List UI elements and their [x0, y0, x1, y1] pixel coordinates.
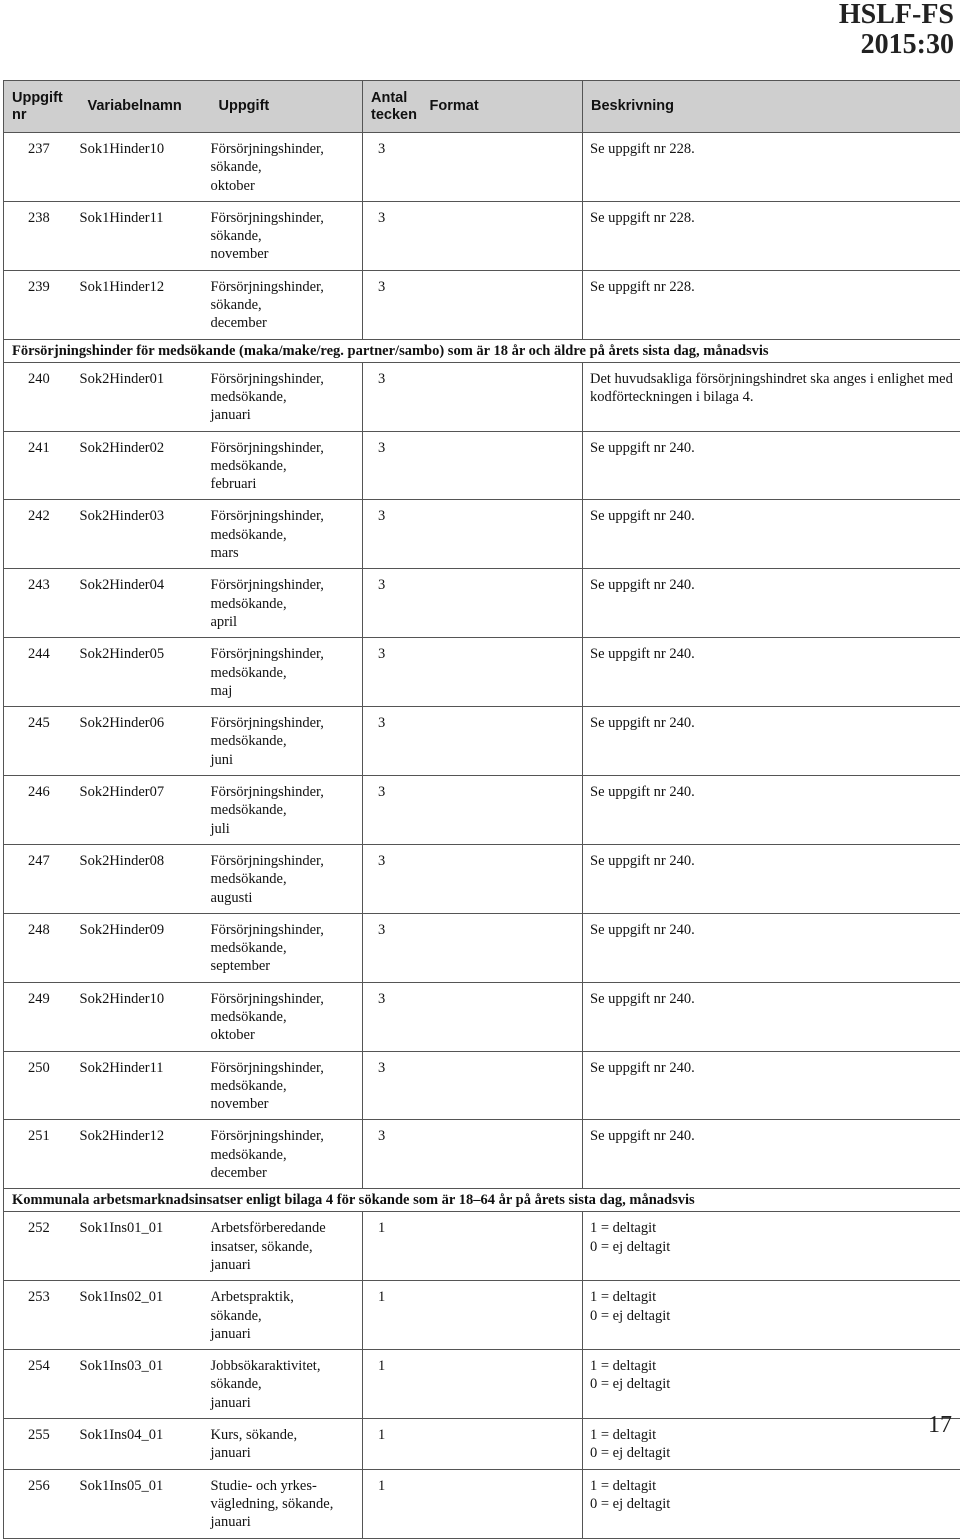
row-beskrivning: 1 = deltagit 0 = ej deltagit	[583, 1281, 960, 1350]
table-row	[4, 1212, 960, 1281]
table-row	[4, 776, 960, 845]
row-antal-tecken: 3	[363, 431, 422, 500]
table-row	[4, 982, 960, 1051]
row-antal-tecken: 3	[363, 569, 422, 638]
row-uppgift: Arbetsförberedande insatser, sökande, januari	[211, 1212, 363, 1281]
row-beskrivning: 1 = deltagit 0 = ej deltagit	[583, 1469, 960, 1538]
table-row	[4, 1120, 960, 1189]
row-beskrivning: Se uppgift nr 240.	[583, 569, 960, 638]
row-variable-name: Sok2Hinder03	[80, 500, 211, 569]
row-nr: 239	[4, 270, 80, 339]
row-variable-name: Sok2Hinder11	[80, 1051, 211, 1120]
row-format	[422, 431, 583, 500]
row-beskrivning: 1 = deltagit 0 = ej deltagit	[583, 1419, 960, 1470]
row-variable-name: Sok1Ins02_01	[80, 1281, 211, 1350]
row-uppgift: Försörjningshinder, medsökande, januari	[211, 362, 363, 431]
row-antal-tecken: 3	[363, 133, 422, 202]
row-nr: 238	[4, 201, 80, 270]
row-uppgift: Försörjningshinder, medsökande, februari	[211, 431, 363, 500]
row-uppgift: Försörjningshinder, medsökande, september	[211, 913, 363, 982]
row-format	[422, 201, 583, 270]
row-uppgift: Studie- och yrkes- vägledning, sökande, januari	[211, 1469, 363, 1538]
table-row	[4, 1419, 960, 1470]
table-row	[4, 844, 960, 913]
row-variable-name: Sok2Hinder09	[80, 913, 211, 982]
row-beskrivning: Se uppgift nr 240.	[583, 913, 960, 982]
row-antal-tecken: 3	[363, 1051, 422, 1120]
row-uppgift: Försörjningshinder, medsökande, maj	[211, 638, 363, 707]
row-format	[422, 1350, 583, 1419]
row-uppgift: Försörjningshinder, sökande, november	[211, 201, 363, 270]
row-beskrivning: Det huvudsakliga försörjningshindret ska anges i enlighet med kodförteckningen i bilaga 4.	[583, 362, 960, 431]
row-variable-name: Sok2Hinder02	[80, 431, 211, 500]
row-variable-name: Sok2Hinder07	[80, 776, 211, 845]
row-uppgift: Försörjningshinder, medsökande, juni	[211, 707, 363, 776]
row-variable-name: Sok1Ins03_01	[80, 1350, 211, 1419]
table-row	[4, 270, 960, 339]
row-format	[422, 776, 583, 845]
row-variable-name: Sok1Hinder12	[80, 270, 211, 339]
variable-table	[3, 80, 960, 1539]
table-row	[4, 569, 960, 638]
row-nr: 251	[4, 1120, 80, 1189]
row-beskrivning: Se uppgift nr 240.	[583, 431, 960, 500]
row-format	[422, 1281, 583, 1350]
row-format	[422, 1212, 583, 1281]
row-variable-name: Sok2Hinder06	[80, 707, 211, 776]
row-antal-tecken: 3	[363, 776, 422, 845]
row-uppgift: Försörjningshinder, medsökande, oktober	[211, 982, 363, 1051]
row-antal-tecken: 3	[363, 707, 422, 776]
row-antal-tecken: 3	[363, 270, 422, 339]
series-number: 2015:30	[839, 30, 954, 60]
row-format	[422, 913, 583, 982]
row-antal-tecken: 3	[363, 982, 422, 1051]
table-row	[4, 362, 960, 431]
column-header-beskrivning: Beskrivning	[583, 81, 960, 133]
row-nr: 256	[4, 1469, 80, 1538]
row-uppgift: Arbetspraktik, sökande, januari	[211, 1281, 363, 1350]
row-uppgift: Försörjningshinder, medsökande, april	[211, 569, 363, 638]
row-uppgift: Försörjningshinder, medsökande, mars	[211, 500, 363, 569]
row-nr: 247	[4, 844, 80, 913]
row-uppgift: Försörjningshinder, sökande, oktober	[211, 133, 363, 202]
row-nr: 243	[4, 569, 80, 638]
table-body	[4, 133, 960, 1539]
row-antal-tecken: 1	[363, 1469, 422, 1538]
row-uppgift: Försörjningshinder, sökande, december	[211, 270, 363, 339]
row-format	[422, 1120, 583, 1189]
row-format	[422, 844, 583, 913]
table-row	[4, 431, 960, 500]
row-antal-tecken: 1	[363, 1419, 422, 1470]
row-antal-tecken: 1	[363, 1350, 422, 1419]
row-antal-tecken: 1	[363, 1212, 422, 1281]
row-variable-name: Sok2Hinder01	[80, 362, 211, 431]
row-uppgift: Försörjningshinder, medsökande, november	[211, 1051, 363, 1120]
row-beskrivning: 1 = deltagit 0 = ej deltagit	[583, 1212, 960, 1281]
row-format	[422, 1051, 583, 1120]
row-variable-name: Sok2Hinder05	[80, 638, 211, 707]
table-row	[4, 913, 960, 982]
column-header-format: Format	[422, 81, 583, 133]
row-beskrivning: Se uppgift nr 240.	[583, 844, 960, 913]
row-variable-name: Sok1Ins05_01	[80, 1469, 211, 1538]
row-beskrivning: Se uppgift nr 228.	[583, 270, 960, 339]
row-uppgift: Jobbsökaraktivitet, sökande, januari	[211, 1350, 363, 1419]
row-nr: 250	[4, 1051, 80, 1120]
row-uppgift: Försörjningshinder, medsökande, juli	[211, 776, 363, 845]
table-row	[4, 638, 960, 707]
row-nr: 246	[4, 776, 80, 845]
row-format	[422, 638, 583, 707]
row-antal-tecken: 3	[363, 201, 422, 270]
row-format	[422, 569, 583, 638]
row-variable-name: Sok1Ins04_01	[80, 1419, 211, 1470]
table-row	[4, 201, 960, 270]
row-nr: 240	[4, 362, 80, 431]
row-nr: 248	[4, 913, 80, 982]
document-series-header	[839, 0, 954, 60]
row-format	[422, 707, 583, 776]
page-number: 17	[928, 1412, 952, 1439]
row-beskrivning: Se uppgift nr 240.	[583, 500, 960, 569]
column-header-uppgift: Uppgift	[211, 81, 363, 133]
row-uppgift: Försörjningshinder, medsökande, augusti	[211, 844, 363, 913]
row-antal-tecken: 3	[363, 913, 422, 982]
table-header-row	[4, 81, 960, 133]
row-variable-name: Sok2Hinder08	[80, 844, 211, 913]
row-format	[422, 133, 583, 202]
row-beskrivning: Se uppgift nr 228.	[583, 201, 960, 270]
column-header-antal: Antal tecken	[363, 81, 422, 133]
row-uppgift: Kurs, sökande, januari	[211, 1419, 363, 1470]
series-name: HSLF-FS	[839, 0, 954, 30]
section-row	[4, 339, 960, 362]
row-variable-name: Sok2Hinder12	[80, 1120, 211, 1189]
row-antal-tecken: 3	[363, 500, 422, 569]
row-antal-tecken: 1	[363, 1281, 422, 1350]
row-nr: 237	[4, 133, 80, 202]
row-beskrivning: Se uppgift nr 240.	[583, 982, 960, 1051]
row-beskrivning: 1 = deltagit 0 = ej deltagit	[583, 1350, 960, 1419]
row-antal-tecken: 3	[363, 844, 422, 913]
table-row	[4, 500, 960, 569]
row-nr: 244	[4, 638, 80, 707]
table-row	[4, 1350, 960, 1419]
table-row	[4, 133, 960, 202]
row-format	[422, 362, 583, 431]
row-nr: 241	[4, 431, 80, 500]
row-nr: 252	[4, 1212, 80, 1281]
row-format	[422, 500, 583, 569]
row-beskrivning: Se uppgift nr 240.	[583, 638, 960, 707]
table-row	[4, 707, 960, 776]
row-nr: 254	[4, 1350, 80, 1419]
row-variable-name: Sok2Hinder10	[80, 982, 211, 1051]
row-beskrivning: Se uppgift nr 228.	[583, 133, 960, 202]
row-nr: 245	[4, 707, 80, 776]
column-header-nr: Uppgift nr	[4, 81, 80, 133]
column-header-varname: Variabelnamn	[80, 81, 211, 133]
row-antal-tecken: 3	[363, 1120, 422, 1189]
row-variable-name: Sok1Hinder11	[80, 201, 211, 270]
row-nr: 253	[4, 1281, 80, 1350]
row-beskrivning: Se uppgift nr 240.	[583, 1051, 960, 1120]
row-antal-tecken: 3	[363, 362, 422, 431]
section-row	[4, 1189, 960, 1212]
section-heading-medsokande: Försörjningshinder för medsökande (maka/make/reg. partner/sambo) som är 18 år och äldre på årets sista dag, månadsvis	[4, 339, 960, 362]
table-row	[4, 1051, 960, 1120]
row-variable-name: Sok1Ins01_01	[80, 1212, 211, 1281]
table-row	[4, 1281, 960, 1350]
section-heading-arbetsmarknadsinsatser: Kommunala arbetsmarknadsinsatser enligt bilaga 4 för sökande som är 18–64 år på årets sista dag, månadsvis	[4, 1189, 960, 1212]
row-nr: 255	[4, 1419, 80, 1470]
row-uppgift: Försörjningshinder, medsökande, december	[211, 1120, 363, 1189]
row-format	[422, 982, 583, 1051]
table-row	[4, 1469, 960, 1538]
row-nr: 249	[4, 982, 80, 1051]
row-format	[422, 1419, 583, 1470]
row-nr: 242	[4, 500, 80, 569]
row-format	[422, 270, 583, 339]
row-beskrivning: Se uppgift nr 240.	[583, 776, 960, 845]
row-variable-name: Sok2Hinder04	[80, 569, 211, 638]
row-antal-tecken: 3	[363, 638, 422, 707]
row-beskrivning: Se uppgift nr 240.	[583, 707, 960, 776]
row-format	[422, 1469, 583, 1538]
row-beskrivning: Se uppgift nr 240.	[583, 1120, 960, 1189]
row-variable-name: Sok1Hinder10	[80, 133, 211, 202]
